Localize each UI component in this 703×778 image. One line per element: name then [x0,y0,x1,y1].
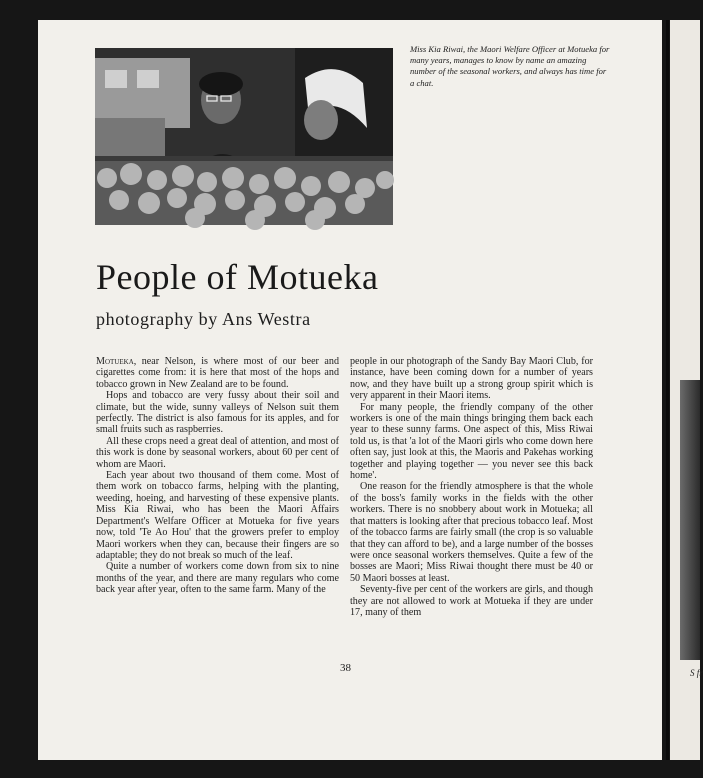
photo-caption: Miss Kia Riwai, the Maori Welfare Officer at Motueka for many years, manages to know by name an amazing number of the seasonal workers, and always has time for a chat. [410,44,610,88]
paragraph: One reason for the friendly atmosphere is that the whole of the boss's family works in the fields with the other workers. There is no snobbery about work in Motueka; all that matters is looking after that precious tobacco leaf. Most of the tobacco farms are fairly small (the crop is so valuable that they can afford to be), and a large number of the bosses were once seasonal workers themselves. Quite a few of the bosses are Maori; Miss Riwai thought there must be 40 or 50 Maori bosses at least. [350,481,593,584]
paragraph: Quite a number of workers come down from six to nine months of the year, and there are many regulars who come back year after year, often to the same farm. Many of the [96,561,339,596]
lead-word: Motueka [96,356,134,367]
article-photo [95,48,393,225]
text-column-2 [350,356,593,618]
adjacent-page-caption: S fr [690,668,703,678]
paragraph: people in our photograph of the Sandy Bay Maori Club, for instance, have been coming down for a number of years now, and they have built up a strong group spirit which is very apparent in their Maori items. [350,356,593,402]
page-number: 38 [340,662,351,674]
paragraph: Hops and tobacco are very fussy about their soil and climate, but the wide, sunny valleys of Nelson suit them perfectly. The district is also famous for its apples, and for small fruits such as raspberries. [96,390,339,436]
article-title: People of Motueka [96,257,379,297]
paragraph: For many people, the friendly company of the other workers is one of the main things bringing them back each year to these sunny farms. One aspect of this, Miss Riwai told us, is that 'a lot of the Maori girls who come down here often say, just look at this, the Maoris and Pakehas working together and playing together — you never see this back home'. [350,401,593,482]
adjacent-page-photo [680,380,700,660]
photo-illustration [95,48,393,225]
paragraph [96,356,339,390]
paragraph: Each year about two thousand of them come. Most of them work on tobacco farms, helping with the planting, weeding, hoeing, and harvesting of these expensive plants. Miss Kia Riwai, who has been the Maori Affairs Department's Welfare Officer at Motueka for five years now, told 'Te Ao Hou' that the growers prefer to employ Maori workers when they can, because their fingers are so adaptable; they do not break so much of the leaf. [96,470,339,561]
article-byline: photography by Ans Westra [96,309,311,329]
paragraph: Seventy-five per cent of the workers are girls, and though they are not allowed to work at Motueka if they are under 17, many of them [350,584,593,618]
text-column-1 [96,356,339,596]
paragraph-text: , near Nelson, is where most of our beer and cigarettes come from: it is here that most of the hops and tobacco grown in New Zealand are to be found. [96,356,339,390]
paragraph: All these crops need a great deal of attention, and most of this work is done by seasonal workers, about 60 per cent of whom are Maori. [96,435,339,470]
page-gutter [666,20,669,760]
